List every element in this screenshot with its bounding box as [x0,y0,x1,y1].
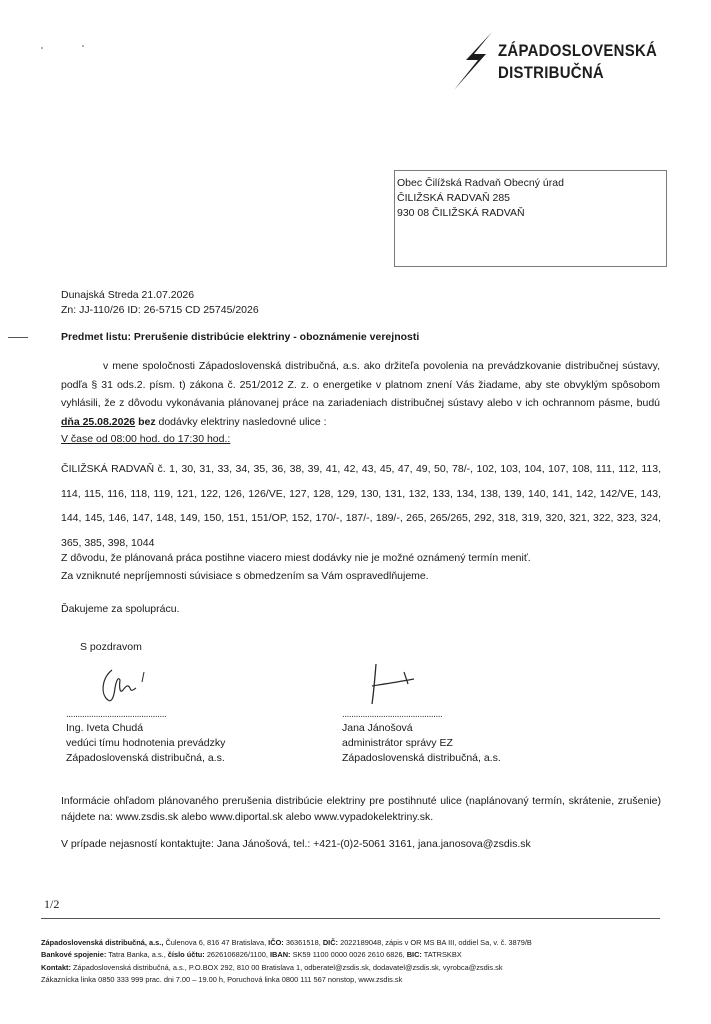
time-window: V čase od 08:00 hod. do 17:30 hod.: [61,433,231,445]
signature-janosova [366,660,420,706]
footer-account-label: číslo účtu: [167,950,205,960]
footer-line-2 [41,949,671,961]
signer-block-2 [342,721,501,766]
footer-company-name: Západoslovenská distribučná, a.s., [41,938,164,947]
signer-block-1 [66,721,225,766]
apology-paragraph [61,549,531,585]
signer-1-name: Ing. Iveta Chudá [66,722,144,734]
signer-2-role: administrátor správy EZ [342,737,453,749]
reference-number: Zn: JJ-110/26 ID: 26-5715 CD 25745/2026 [61,304,259,316]
letter-meta [61,288,259,318]
paragraph-text-1: v mene spoločnosti Západoslovenská distribučná, a.s. ako držiteľa povolenia na prevádzkovanie distribučnej sústavy, podľa § 31 ods.2. písm. t) zákona č. 251/2012 Z. z. o energetike v platnom znení Vás žiadame, aby ste obvyklým spôsobom vyhlásili, že z dôvodu vykonávania plánovanej práce na zariadeniach distribučnej sústavy alebo v ich ochrannom pásme, budú [61,360,660,409]
company-logo-text [498,40,657,84]
footer-iban: SK59 1100 0000 0026 2610 6826, [290,950,407,960]
greeting: S pozdravom [80,641,142,653]
scan-speck [82,45,84,47]
footer-dic: 2022189048, zápis v OR MS BA III, oddiel Sa, v. č. 3879/B [338,938,532,947]
footer-address: Čulenova 6, 816 47 Bratislava, [163,938,269,947]
footer-line-4: Zákaznícka linka 0850 333 999 prac. dni 7.00 – 19.00 h, Poruchová linka 0800 111 567 nonstop, www.zsdis.sk [41,974,403,984]
scan-speck [41,47,43,49]
apology-line-2: Za vzniknuté nepríjemnosti súvisiace s obmedzením sa Vám ospravedlňujeme. [61,570,429,582]
footer-dic-label: DIČ: [322,938,339,947]
footer-bic: TATRSKBX [421,950,462,960]
footer-line-3 [41,962,671,974]
recipient-address-box [394,170,667,267]
without-word: bez [138,415,156,428]
place-date: Dunajská Streda 21.07.2026 [61,289,195,301]
footer-divider [41,918,660,919]
footer-contact: Západoslovenská distribučná, a.s., P.O.BOX 292, 810 00 Bratislava 1, odberatel@zsdis.sk, dodavatel@zsdis.sk, vyrobca@zsdis.sk [70,962,503,972]
recipient-line-1: Obec Čilížská Radvaň Obecný úrad [397,177,564,189]
page-number: 1/2 [44,897,60,911]
signer-2-company: Západoslovenská distribučná, a.s. [342,752,501,764]
signer-1-role: vedúci tímu hodnotenia prevádzky [66,737,226,749]
apology-line-1: Z dôvodu, že plánovaná práca postihne viacero miest dodávky nie je možné oznámený termín meniť. [61,552,531,564]
subject-line: Predmet listu: Prerušenie distribúcie elektriny - oboznámenie verejnosti [61,331,420,343]
logo-line-1: ZÁPADOSLOVENSKÁ [498,41,658,60]
signature-line-1: ............................................ [66,709,167,720]
footer-bank: Tatra Banka, a.s., [106,950,168,960]
thanks-line: Ďakujeme za spoluprácu. [61,603,180,615]
logo-line-2: DISTRIBUČNÁ [498,63,604,82]
fold-mark [8,337,28,338]
footer-account: 2626106826/1100, [204,950,270,960]
contact-line: V prípade nejasností kontaktujte: Jana Jánošová, tel.: +421-(0)2-5061 3161, jana.janosova@zsdis.sk [61,838,531,850]
lightning-bolt-icon [452,30,496,92]
affected-addresses: ČILIŽSKÁ RADVAŇ č. 1, 30, 31, 33, 34, 35, 36, 38, 39, 41, 42, 43, 45, 47, 49, 50, 78/-, 102, 103, 104, 107, 108, 111, 112, 113, 114, 115, 116, 118, 119, 121, 122, 126, 126/VE, 127, 128, 129, 130, 131, 132, 133, 134, 138, 139, 140, 141, 142, 142/VE, 143, 144, 145, 146, 147, 148, 149, 150, 151, 151/OP, 152, 170/-, 187/-, 189/-, 265, 265/265, 292, 318, 319, 320, 321, 322, 323, 324, 365, 385, 398, 1044 [61,463,661,549]
recipient-line-3: 930 08 ČILIŽSKÁ RADVAŇ [397,207,525,219]
signature-line-2: ............................................ [342,709,443,720]
paragraph-text-2: dodávky elektriny nasledovné ulice : [155,415,327,428]
signer-1-company: Západoslovenská distribučná, a.s. [66,752,225,764]
outage-date: dňa 25.08.2026 [61,415,136,428]
footer-contact-label: Kontakt: [41,962,71,972]
footer-ico-label: IČO: [268,938,284,947]
footer-bic-label: BIC: [406,950,422,960]
footer-bank-label: Bankové spojenie: [41,950,107,960]
footer-iban-label: IBAN: [269,950,291,960]
info-paragraph: Informácie ohľadom plánovaného prerušenia distribúcie elektriny pre postihnuté ulice (naplánovaný termín, skrátenie, zrušenie) nájdete na: www.zsdis.sk alebo www.diportal.sk alebo www.vypadokelektriny.sk. [61,795,661,823]
signature-chuda [98,660,160,708]
signer-2-name: Jana Jánošová [342,722,413,734]
footer-ico: 36361518, [283,938,323,947]
footer-line-1 [41,937,671,949]
recipient-line-2: ČILIŽSKÁ RADVAŇ 285 [397,192,511,204]
company-footer [41,937,671,986]
main-paragraph [61,357,660,431]
